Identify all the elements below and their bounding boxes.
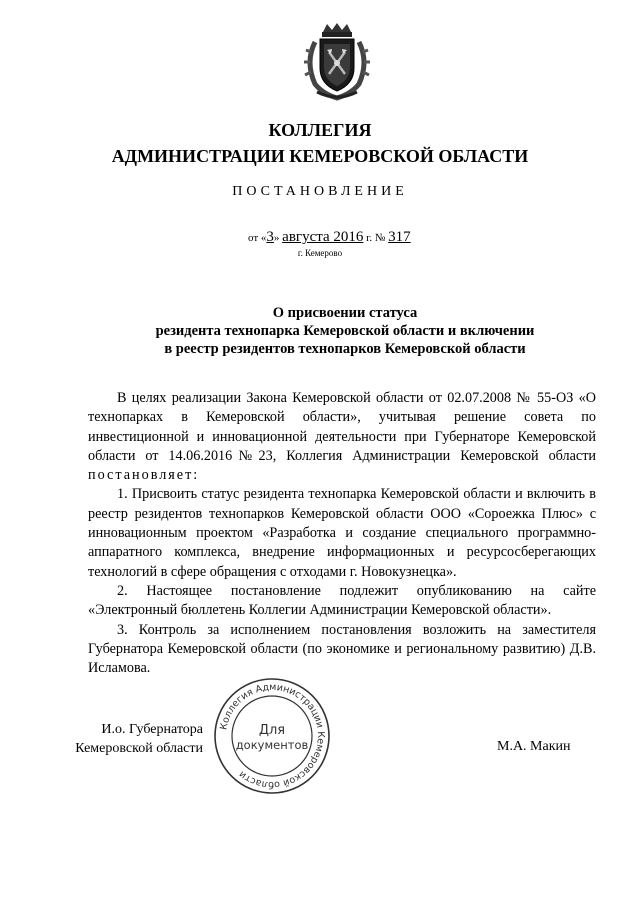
intro-keyword: постановляет:	[88, 467, 200, 484]
coat-of-arms-icon	[301, 22, 373, 102]
official-stamp	[212, 676, 332, 796]
paragraph-3: 3. Контроль за исполнением постановления возложить на заместителя Губернатора Кемеровской области (по экономике и региональному развитию) Д.В. Исламова.	[88, 621, 596, 677]
title-line1: О присвоении статуса	[272, 305, 418, 321]
organization-name-line1: КОЛЛЕГИЯ	[268, 120, 372, 140]
stamp-center-line1: Для	[258, 723, 286, 738]
stamp-center-line2: документов	[235, 738, 309, 752]
document-type: ПОСТАНОВЛЕНИЕ	[232, 184, 408, 199]
date-year-suffix: г.	[366, 232, 373, 244]
date-day: 3	[266, 229, 274, 245]
date-month-year: августа 2016	[282, 229, 364, 245]
signatory-position-line1: И.о. Губернатора	[101, 722, 203, 737]
signatory-name: М.А. Макин	[497, 739, 571, 754]
date-line	[248, 229, 411, 246]
title-line2: резидента технопарка Кемеровской области и включении	[155, 323, 535, 339]
stamp-ring-text: Коллегия Администрации Кемеровской области	[218, 681, 327, 791]
intro-text: В целях реализации Закона Кемеровской области от 02.07.2008 № 55-ОЗ «О технопарках в Кемеровской области», учитывая решение совета по инвестиционной и инновационной деятельности при Губернаторе Кемеровской области от 14.06.2016№23, Коллегия Администрации Кемеровской области	[88, 390, 596, 464]
signatory-position	[71, 720, 203, 758]
title-line3: в реестр резидентов технопарков Кемеровской области	[164, 341, 526, 357]
document-body	[88, 389, 596, 678]
document-number: 317	[388, 229, 411, 245]
paragraph-2: 2. Настоящее постановление подлежит опубликованию на сайте «Электронный бюллетень Коллегии Администрации Кемеровской области».	[88, 582, 596, 619]
organization-name-line2: АДМИНИСТРАЦИИ КЕМЕРОВСКОЙ ОБЛАСТИ	[111, 146, 529, 166]
intro-paragraph	[88, 389, 596, 485]
paragraph-1: 1. Присвоить статус резидента технопарка Кемеровской области и включить в реестр резидентов технопарков Кемеровской области ООО «Сороежка Плюс» с инновационным проектом «Разработка и создание специального программно-аппаратного комплекса, внедрение информационных и ресурсосберегающих технологий в сфере обращения с отходами г. Новокузнецка».	[88, 486, 596, 580]
date-mid: »	[273, 232, 280, 244]
signatory-position-line2: Кемеровской области	[75, 741, 203, 756]
document-place: г. Кемерово	[297, 248, 343, 258]
date-prefix: от «	[248, 232, 267, 244]
number-label: №	[374, 232, 386, 244]
